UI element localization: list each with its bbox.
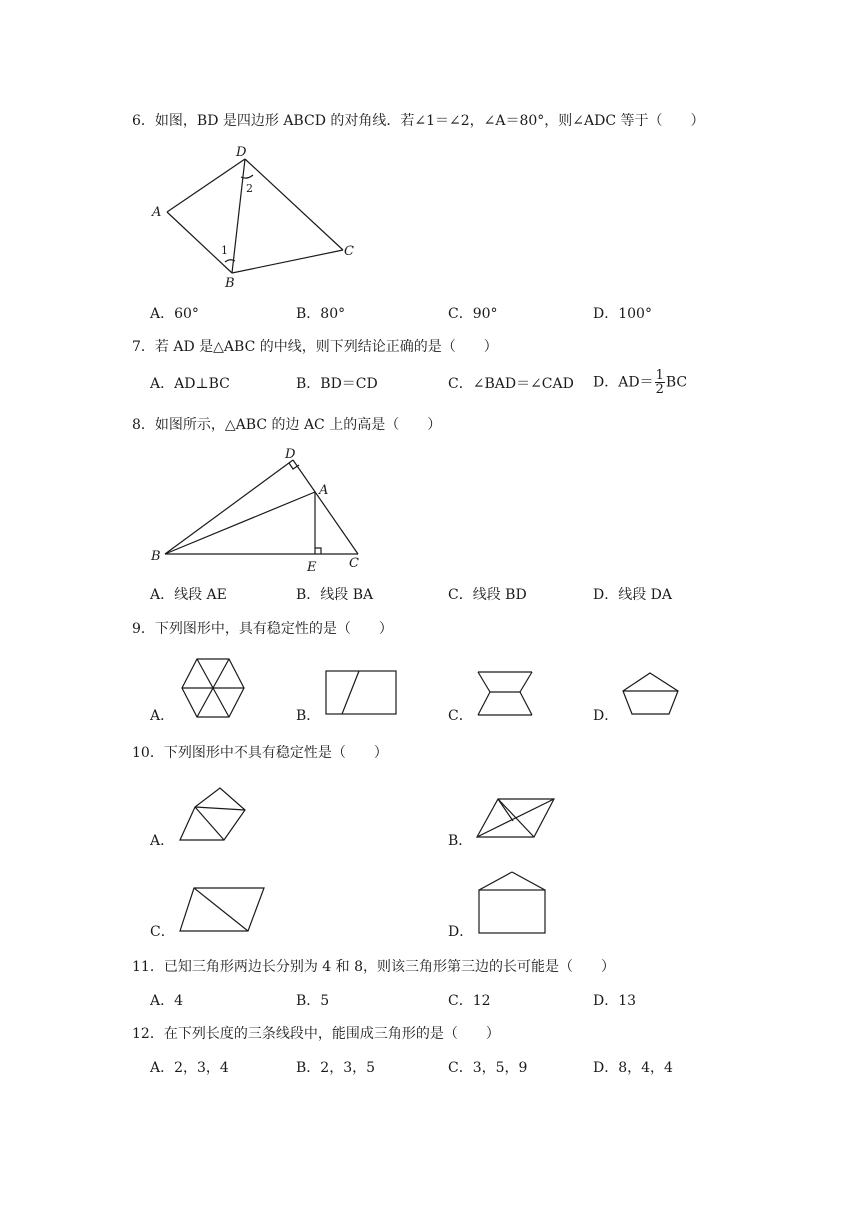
question-10-figure-c[interactable] — [178, 886, 268, 934]
question-11-text: 11．已知三角形两边长分别为 4 和 8，则该三角形第三边的长可能是（ ） — [132, 959, 615, 975]
question-9-figure-a-hexagon[interactable] — [180, 657, 246, 719]
label-d: D — [285, 447, 296, 462]
segment-bd — [232, 159, 245, 273]
label-e: E — [307, 560, 317, 574]
question-8-option-c[interactable]: C．线段 BD — [448, 587, 527, 603]
label-a: A — [319, 483, 329, 498]
question-9-figure-b-rectangle[interactable] — [325, 670, 399, 716]
question-6-option-d[interactable]: D．100° — [593, 306, 652, 322]
question-8-option-a[interactable]: A．线段 AE — [150, 587, 227, 603]
label-c: C — [344, 244, 354, 259]
question-9-figure-c-hourglass[interactable] — [476, 670, 536, 718]
question-10-text: 10．下列图形中不具有稳定性是（ ） — [132, 745, 388, 761]
question-7-option-d[interactable] — [593, 369, 687, 396]
segment-ba — [165, 492, 315, 554]
question-10-option-a[interactable]: A． — [150, 833, 175, 849]
label-d: D — [236, 145, 247, 160]
question-8-option-d[interactable]: D．线段 DA — [593, 587, 673, 603]
right-angle-mark-d — [289, 463, 299, 469]
fraction-one-half: $\frac{1}{2}$ — [655, 368, 664, 397]
question-6-option-c[interactable]: C．90° — [448, 306, 498, 322]
question-10-figure-d[interactable] — [477, 870, 549, 936]
question-7-option-d-suffix: BC — [665, 374, 688, 391]
question-6-option-b[interactable]: B．80° — [296, 306, 346, 322]
label-angle-1: 1 — [221, 244, 228, 257]
question-12-option-a[interactable]: A．2，3，4 — [150, 1060, 229, 1076]
question-9-option-a[interactable]: A． — [150, 708, 175, 724]
question-6-option-a[interactable]: A．60° — [150, 306, 199, 322]
question-10-option-c[interactable]: C． — [150, 924, 175, 940]
label-a: A — [152, 205, 162, 220]
question-8-figure — [145, 444, 375, 574]
question-6-figure — [145, 142, 375, 292]
question-11-option-b[interactable]: B．5 — [296, 993, 330, 1009]
question-12-option-b[interactable]: B．2，3，5 — [296, 1060, 376, 1076]
question-10-option-d[interactable]: D． — [448, 924, 474, 940]
right-angle-mark-e — [315, 548, 321, 554]
question-9-option-b[interactable]: B． — [296, 708, 321, 724]
question-10-figure-a[interactable] — [178, 782, 248, 844]
segment-bd — [165, 460, 293, 554]
segment-dc — [245, 159, 343, 250]
question-10-option-b[interactable]: B． — [448, 833, 473, 849]
question-8-option-b[interactable]: B．线段 BA — [296, 587, 374, 603]
question-7-option-a[interactable]: A．AD⊥BC — [150, 376, 230, 392]
label-b: B — [225, 276, 235, 291]
segment-cb — [232, 250, 343, 273]
question-12-text: 12．在下列长度的三条线段中，能围成三角形的是（ ） — [132, 1026, 500, 1042]
segment-ad — [167, 159, 245, 212]
question-7-option-d-prefix: D．AD＝ — [593, 374, 654, 391]
question-12-option-d[interactable]: D．8，4，4 — [593, 1060, 673, 1076]
label-b: B — [151, 549, 161, 564]
question-9-text: 9．下列图形中，具有稳定性的是（ ） — [132, 621, 393, 637]
question-7-text: 7．若 AD 是△ABC 的中线，则下列结论正确的是（ ） — [132, 339, 498, 355]
question-7-option-c[interactable]: C．∠BAD＝∠CAD — [448, 376, 574, 392]
question-11-option-c[interactable]: C．12 — [448, 993, 491, 1009]
segment-ba — [167, 212, 232, 273]
question-7-option-b[interactable]: B．BD＝CD — [296, 376, 378, 392]
question-11-option-a[interactable]: A．4 — [150, 993, 184, 1009]
label-angle-2: 2 — [246, 182, 253, 195]
question-8-text: 8．如图所示，△ABC 的边 AC 上的高是（ ） — [132, 417, 442, 433]
question-9-figure-d-pentagon[interactable] — [621, 671, 681, 717]
label-c: C — [349, 556, 359, 571]
question-12-option-c[interactable]: C．3，5，9 — [448, 1060, 528, 1076]
question-9-option-d[interactable]: D． — [593, 708, 619, 724]
question-11-option-d[interactable]: D．13 — [593, 993, 637, 1009]
question-9-option-c[interactable]: C． — [448, 708, 473, 724]
segment-dc — [293, 460, 358, 554]
question-6-text: 6．如图，BD 是四边形 ABCD 的对角线．若∠1＝∠2，∠A＝80°，则∠ADC 等于（ ） — [132, 113, 705, 129]
question-10-figure-b[interactable] — [475, 797, 557, 841]
